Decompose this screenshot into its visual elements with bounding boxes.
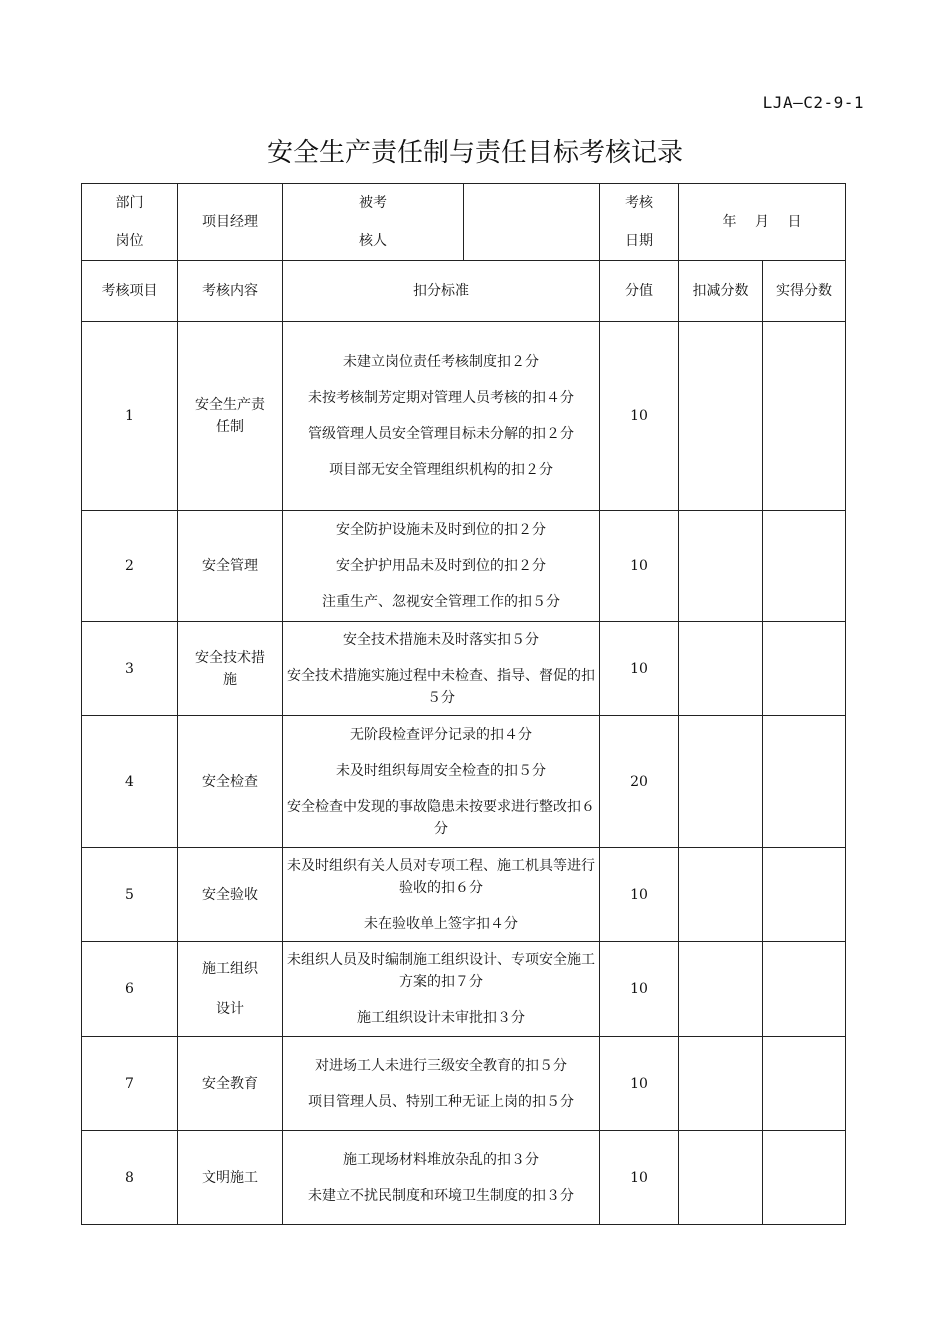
- row-score: 10: [600, 622, 679, 716]
- row-score: 10: [600, 942, 679, 1037]
- row-actual-cell[interactable]: [763, 622, 846, 716]
- row-content-line-1: 安全生产责: [195, 397, 265, 413]
- row-deducted-cell[interactable]: [679, 942, 763, 1037]
- criteria-item: 项目管理人员、特别工种无证上岗的扣５分: [308, 1093, 574, 1110]
- row-content-line-1: 安全检查: [202, 773, 258, 790]
- col-header-actual: 实得分数: [763, 261, 846, 322]
- criteria-item: 安全护护用品未及时到位的扣２分: [336, 558, 546, 574]
- examinee-value-cell[interactable]: [464, 184, 600, 261]
- criteria-item: 未建立岗位责任考核制度扣２分: [343, 354, 539, 370]
- row-actual-cell[interactable]: [763, 942, 846, 1037]
- criteria-item: 项目部无安全管理组织机构的扣２分: [329, 462, 553, 478]
- row-content: [178, 511, 283, 622]
- criteria-item: 对进场工人未进行三级安全教育的扣５分: [315, 1057, 567, 1074]
- row-number: 1: [82, 322, 178, 511]
- row-criteria: [283, 848, 600, 942]
- criteria-item: 管级管理人员安全管理目标未分解的扣２分: [308, 426, 574, 442]
- row-score: 10: [600, 1037, 679, 1131]
- row-content: [178, 942, 283, 1037]
- table-row: [82, 716, 846, 848]
- row-actual-cell[interactable]: [763, 1131, 846, 1225]
- row-actual-cell[interactable]: [763, 848, 846, 942]
- examinee-label-cell: [283, 184, 464, 261]
- criteria-item: 无阶段检查评分记录的扣４分: [350, 726, 532, 743]
- row-score: 20: [600, 716, 679, 848]
- row-content-line-1: 安全验收: [202, 886, 258, 903]
- row-content-line-2: 任制: [216, 419, 244, 435]
- dept-label-cell: [82, 184, 178, 261]
- row-number: 6: [82, 942, 178, 1037]
- dept-value-cell[interactable]: 项目经理: [178, 184, 283, 261]
- row-number: 2: [82, 511, 178, 622]
- row-criteria: [283, 1131, 600, 1225]
- criteria-item: 未建立不扰民制度和环境卫生制度的扣３分: [308, 1187, 574, 1204]
- criteria-item: 未及时组织每周安全检查的扣５分: [336, 762, 546, 779]
- criteria-item: 未及时组织有关人员对专项工程、施工机具等进行验收的扣６分: [287, 857, 595, 896]
- row-number: 7: [82, 1037, 178, 1131]
- row-content-line-1: 安全教育: [202, 1075, 258, 1092]
- criteria-item: 安全防护设施未及时到位的扣２分: [336, 522, 546, 538]
- column-header-row: [82, 261, 846, 322]
- row-score: 10: [600, 1131, 679, 1225]
- criteria-item: 安全检查中发现的事故隐患未按要求进行整改扣６分: [287, 798, 595, 837]
- row-criteria: [283, 942, 600, 1037]
- dept-label-line-1: 部门: [115, 195, 144, 211]
- row-content-line-1: 安全技术措: [195, 649, 265, 666]
- table-row: [82, 622, 846, 716]
- col-header-deducted: 扣减分数: [679, 261, 763, 322]
- dept-label-line-2: 岗位: [115, 233, 144, 249]
- row-deducted-cell[interactable]: [679, 511, 763, 622]
- row-criteria: [283, 511, 600, 622]
- examinee-label-line-1: 被考: [359, 195, 387, 211]
- criteria-item: 安全技术措施未及时落实扣５分: [343, 631, 539, 648]
- criteria-item: 施工组织设计未审批扣３分: [357, 1010, 525, 1026]
- row-actual-cell[interactable]: [763, 322, 846, 511]
- row-number: 4: [82, 716, 178, 848]
- col-header-item: 考核项目: [82, 261, 178, 322]
- table-row: [82, 511, 846, 622]
- row-content-line-2: 设计: [216, 1001, 244, 1017]
- row-number: 5: [82, 848, 178, 942]
- col-header-score: 分值: [600, 261, 679, 322]
- date-label-cell: [600, 184, 679, 261]
- row-content: [178, 848, 283, 942]
- row-score: 10: [600, 511, 679, 622]
- col-header-content: 考核内容: [178, 261, 283, 322]
- assessment-table: [81, 183, 846, 1225]
- criteria-item: 未按考核制芳定期对管理人员考核的扣４分: [308, 390, 574, 406]
- row-content-line-1: 文明施工: [202, 1169, 258, 1186]
- row-content-line-2: 施: [223, 671, 237, 688]
- row-deducted-cell[interactable]: [679, 1037, 763, 1131]
- row-number: 3: [82, 622, 178, 716]
- row-content-line-1: 施工组织: [202, 961, 258, 977]
- row-content: [178, 622, 283, 716]
- row-actual-cell[interactable]: [763, 511, 846, 622]
- row-actual-cell[interactable]: [763, 716, 846, 848]
- row-criteria: [283, 716, 600, 848]
- row-deducted-cell[interactable]: [679, 848, 763, 942]
- table-row: [82, 1131, 846, 1225]
- row-number: 8: [82, 1131, 178, 1225]
- row-deducted-cell[interactable]: [679, 322, 763, 511]
- row-content-line-1: 安全管理: [202, 558, 258, 574]
- table-row: [82, 942, 846, 1037]
- date-value-cell[interactable]: 年 月 日: [679, 184, 846, 261]
- table-row: [82, 1037, 846, 1131]
- row-score: 10: [600, 848, 679, 942]
- row-score: 10: [600, 322, 679, 511]
- row-actual-cell[interactable]: [763, 1037, 846, 1131]
- table-row: [82, 322, 846, 511]
- row-deducted-cell[interactable]: [679, 716, 763, 848]
- row-criteria: [283, 622, 600, 716]
- criteria-item: 未组织人员及时编制施工组织设计、专项安全施工方案的扣７分: [287, 952, 595, 990]
- date-label-line-1: 考核: [625, 195, 653, 211]
- criteria-item: 安全技术措施实施过程中未检查、指导、督促的扣５分: [287, 667, 595, 706]
- table-row: [82, 848, 846, 942]
- date-label-line-2: 日期: [625, 233, 653, 249]
- criteria-item: 未在验收单上签字扣４分: [364, 915, 518, 932]
- col-header-criteria: 扣分标准: [283, 261, 600, 322]
- row-deducted-cell[interactable]: [679, 1131, 763, 1225]
- row-deducted-cell[interactable]: [679, 622, 763, 716]
- document-title: 安全生产责任制与责任目标考核记录: [266, 138, 683, 168]
- criteria-item: 施工现场材料堆放杂乱的扣３分: [343, 1151, 539, 1168]
- header-info-row: [82, 184, 846, 261]
- document-code: LJA—C2-9-1: [762, 93, 864, 112]
- row-criteria: [283, 1037, 600, 1131]
- row-content: [178, 1037, 283, 1131]
- row-content: [178, 1131, 283, 1225]
- row-content: [178, 716, 283, 848]
- criteria-item: 注重生产、忽视安全管理工作的扣５分: [322, 594, 560, 610]
- row-content: [178, 322, 283, 511]
- row-criteria: [283, 322, 600, 511]
- examinee-label-line-2: 核人: [359, 233, 387, 249]
